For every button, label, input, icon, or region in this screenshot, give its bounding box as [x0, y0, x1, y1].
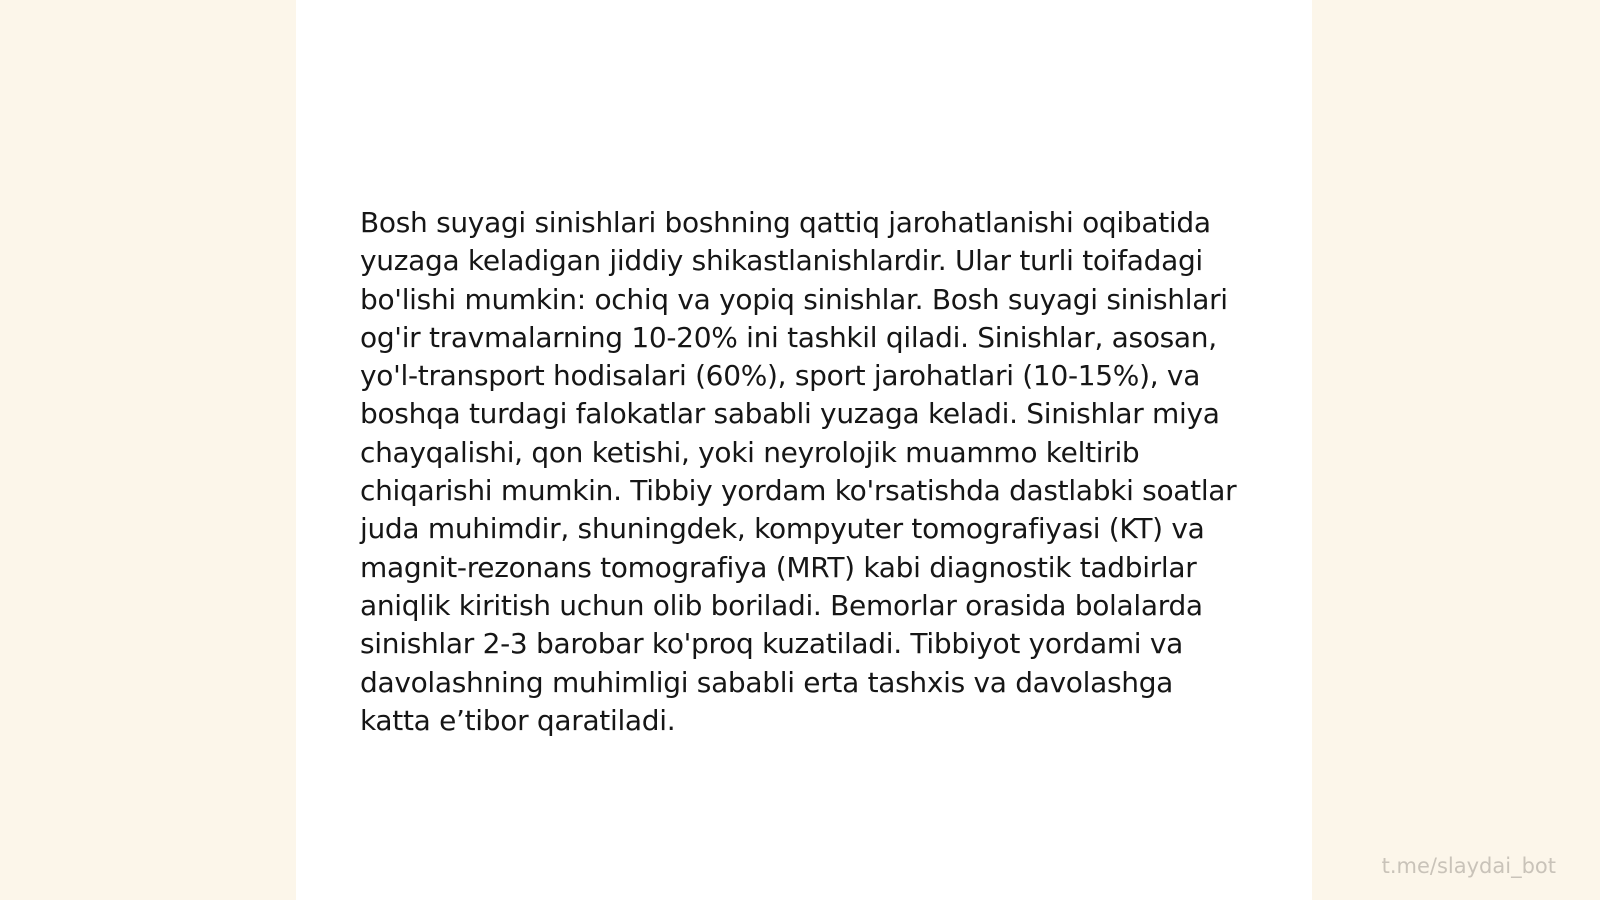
right-backdrop	[1312, 0, 1600, 900]
slide	[296, 0, 1312, 900]
left-backdrop	[0, 0, 296, 900]
watermark: t.me/slaydai_bot	[1381, 854, 1556, 878]
slide-body-text: Bosh suyagi sinishlari boshning qattiq jarohatlanishi oqibatida yuzaga keladigan jiddiy shikastlanishlardir. Ular turli toifadagi bo'lishi mumkin: ochiq va yopiq sinishlar. Bosh suyagi sinishlari og'ir travmalarning 10-20% ini tashkil qiladi. Sinishlar, asosan, yo'l-transport hodisalari (60%), sport jarohatlari (10-15%), va boshqa turdagi falokatlar sababli yuzaga keladi. Sinishlar miya chayqalishi, qon ketishi, yoki neyrolojik muammo keltirib chiqarishi mumkin. Tibbiy yordam ko'rsatishda dastlabki soatlar juda muhimdir, shuningdek, kompyuter tomografiyasi (KT) va magnit-rezonans tomografiya (MRT) kabi diagnostik tadbirlar aniqlik kiritish uchun olib boriladi. Bemorlar orasida bolalarda sinishlar 2-3 barobar ko'proq kuzatiladi. Tibbiyot yordami va davolashning muhimligi sababli erta tashxis va davolashga katta e’tibor qaratiladi.	[360, 206, 1237, 737]
